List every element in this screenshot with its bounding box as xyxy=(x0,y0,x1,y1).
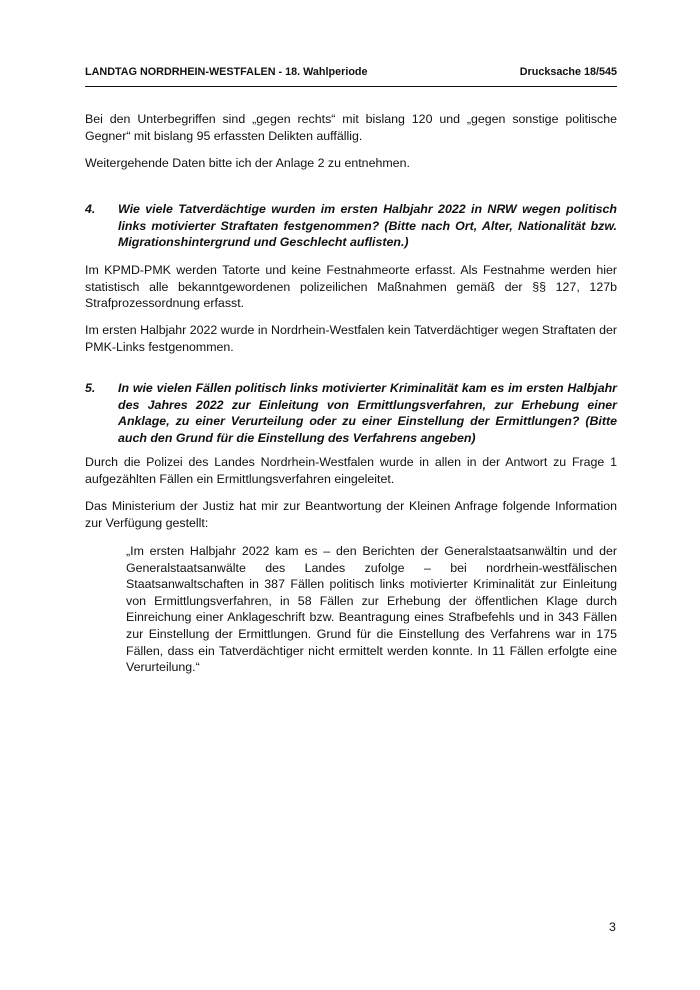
document-number: Drucksache 18/545 xyxy=(519,66,617,78)
question-5 xyxy=(85,380,617,446)
question-4-number: 4. xyxy=(85,202,96,216)
question-4-text: Wie viele Tatverdächtige wurden im ersten Halbjahr 2022 in NRW wegen politisch links motivierter Straftaten festgenommen? (Bitte nach Ort, Alter, Nationalität bzw. Migrationshintergrund und Geschlecht auflisten.) xyxy=(118,202,617,250)
paragraph-kpmd-pmk: Im KPMD-PMK werden Tatorte und keine Festnahmeorte erfasst. Als Festnahme werden hier statistisch alle bekanntgewordenen polizeilichen Maßnahmen gemäß der §§ 127, 127b Strafprozessordnung erfasst. xyxy=(85,263,617,311)
page-header xyxy=(85,66,617,87)
header-title: LANDTAG NORDRHEIN-WESTFALEN - 18. Wahlperiode xyxy=(85,66,368,78)
paragraph-attachment-note: Weitergehende Daten bitte ich der Anlage 2 zu entnehmen. xyxy=(85,156,410,170)
paragraph-police-investigations: Durch die Polizei des Landes Nordrhein-Westfalen wurde in allen in der Antwort zu Frage 1 aufgezählten Fällen ein Ermittlungsverfahren eingeleitet. xyxy=(85,455,617,486)
question-5-text: In wie vielen Fällen politisch links motivierter Kriminalität kam es im ersten Halbjahr des Jahres 2022 zur Einleitung von Ermittlungsverfahren, zur Erhebung einer Anklage, zu einer Verurteilung oder zu einer Einstellung der Ermittlungen? (Bitte auch den Grund für die Einstellung des Verfahrens angeben) xyxy=(118,381,617,445)
question-4 xyxy=(85,201,617,251)
paragraph-justice-ministry: Das Ministerium der Justiz hat mir zur Beantwortung der Kleinen Anfrage folgende Information zur Verfügung gestellt: xyxy=(85,499,617,530)
paragraph-no-arrests: Im ersten Halbjahr 2022 wurde in Nordrhein-Westfalen kein Tatverdächtiger wegen Straftaten der PMK-Links festgenommen. xyxy=(85,323,617,354)
paragraph-subcategories: Bei den Unterbegriffen sind „gegen rechts“ mit bislang 120 und „gegen sonstige politische Gegner“ mit bislang 95 erfassten Delikten auffällig. xyxy=(85,112,617,143)
ministry-quote: „Im ersten Halbjahr 2022 kam es – den Berichten der Generalstaatsanwältin und der Generalstaatsanwälte des Landes zufolge – bei nordrhein-westfälischen Staatsanwaltschaften in 387 Fällen politisch links motivierter Kriminalität zur Einleitung von Ermittlungsverfahren, in 58 Fällen zur Erhebung der öffentlichen Klage durch Einreichung einer Anklageschrift bzw. Beantragung eines Strafbefehls und in 343 Fällen zur Einstellung der Ermittlungen. Grund für die Einstellung des Verfahrens war in 175 Fällen, dass ein Tatverdächtiger nicht ermittelt werden konnte. In 11 Fällen erfolgte eine Verurteilung.“ xyxy=(126,544,617,675)
question-5-number: 5. xyxy=(85,381,96,395)
page-number: 3 xyxy=(609,920,616,934)
